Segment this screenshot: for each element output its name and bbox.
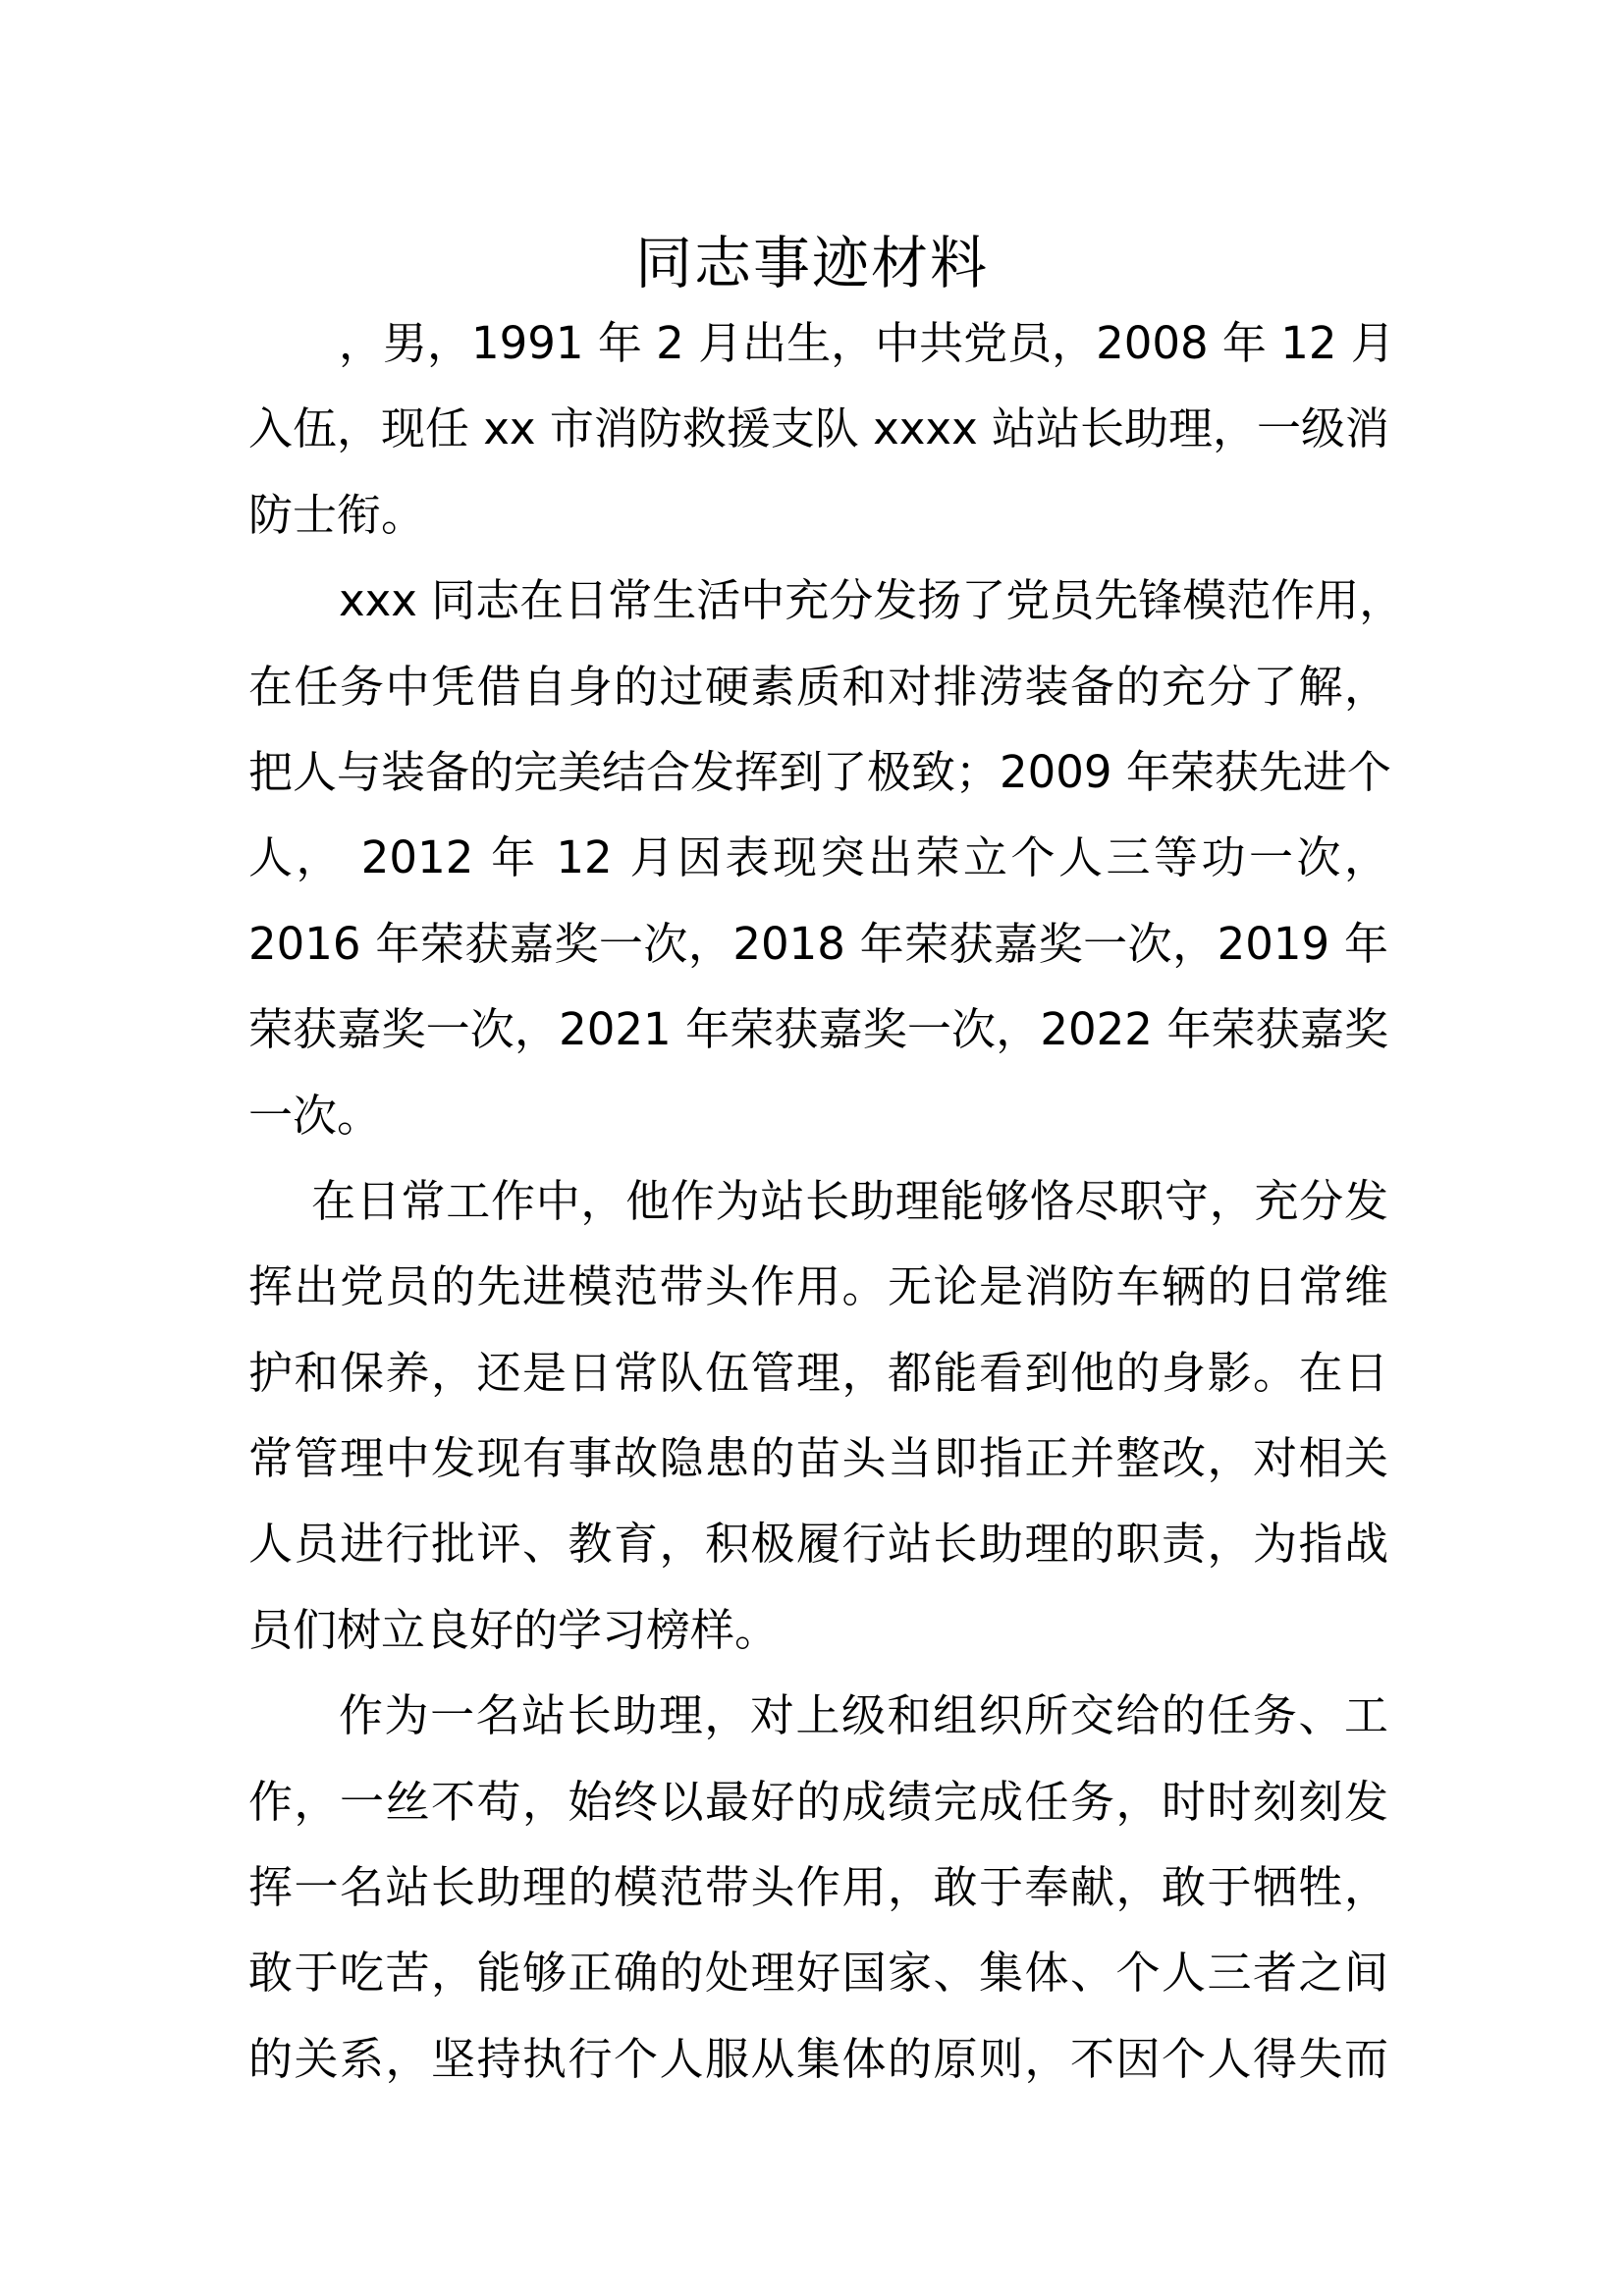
paragraph-dedication	[248, 1673, 1388, 2102]
text-line: 一次。	[248, 1089, 382, 1142]
text-line: 防士衔。	[248, 488, 426, 541]
text-line: 护和保养，还是日常队伍管理，都能看到他的身影。在日	[248, 1346, 1388, 1399]
text-line: 员们树立良好的学习榜样。	[248, 1603, 780, 1656]
text-line: 挥出党员的先进模范带头作用。无论是消防车辆的日常维	[248, 1260, 1388, 1313]
document-title: 同志事迹材料	[634, 230, 989, 296]
text-line: 2016 年荣获嘉奖一次，2018 年荣获嘉奖一次，2019 年	[248, 917, 1388, 970]
paragraph-honors	[248, 558, 1404, 1158]
text-line: xxx 同志在日常生活中充分发扬了党员先锋模范作用，	[339, 574, 1404, 627]
text-line: 敢于吃苦，能够正确的处理好国家、集体、个人三者之间	[248, 1947, 1388, 2000]
paragraph-daily-work	[248, 1158, 1388, 1673]
text-line: 把人与装备的完美结合发挥到了极致；2009 年荣获先进个	[248, 745, 1391, 798]
text-line: ，男，1991 年 2 月出生，中共党员，2008 年 12 月	[339, 317, 1395, 369]
text-line: 人， 2012 年 12 月因表现突出荣立个人三等功一次，	[248, 831, 1388, 884]
paragraph-profile	[248, 300, 1395, 558]
text-line: 作为一名站长助理，对上级和组织所交给的任务、工	[339, 1689, 1388, 1742]
text-line: 人员进行批评、教育，积极履行站长助理的职责，为指战	[248, 1518, 1388, 1571]
text-line: 常管理中发现有事故隐患的苗头当即指正并整改，对相关	[248, 1432, 1388, 1485]
document-body	[248, 300, 1404, 2102]
text-line: 荣获嘉奖一次，2021 年荣获嘉奖一次，2022 年荣获嘉奖	[248, 1003, 1388, 1056]
text-line: 入伍，现任 xx 市消防救援支队 xxxx 站站长助理，一级消	[248, 402, 1390, 455]
text-line: 在日常工作中，他作为站长助理能够恪尽职守，充分发	[311, 1174, 1388, 1227]
text-line: 作，一丝不苟，始终以最好的成绩完成任务，时时刻刻发	[248, 1775, 1388, 1828]
text-line: 的关系，坚持执行个人服从集体的原则，不因个人得失而	[248, 2032, 1388, 2085]
text-line: 在任务中凭借自身的过硬素质和对排涝装备的充分了解，	[248, 660, 1388, 713]
text-line: 挥一名站长助理的模范带头作用，敢于奉献，敢于牺牲，	[248, 1861, 1388, 1914]
